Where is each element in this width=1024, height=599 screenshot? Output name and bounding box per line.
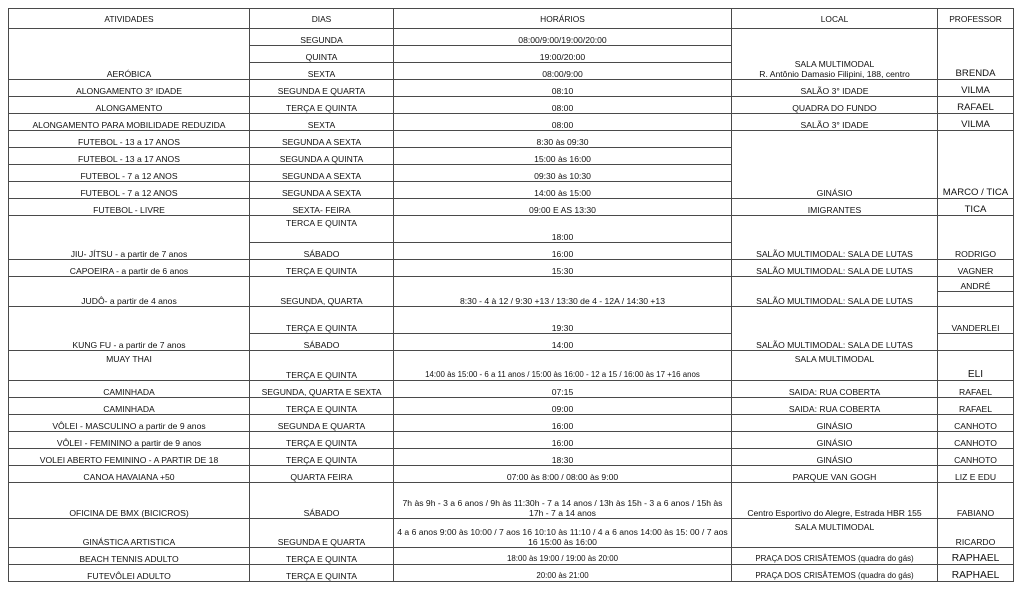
table-row	[9, 432, 1014, 449]
activity-cell: ALONGAMENTO	[9, 97, 250, 114]
table-row	[9, 351, 1014, 381]
days-cell: SÁBADO	[250, 243, 394, 260]
activity-cell: JIU- JÍTSU - a partir de 7 anos	[9, 216, 250, 260]
activity-cell: VÔLEI - FEMININO a partir de 9 anos	[9, 432, 250, 449]
table-row	[9, 29, 1014, 46]
teacher-cell-empty	[938, 292, 1014, 307]
table-row	[9, 398, 1014, 415]
location-line: SALA MULTIMODAL	[794, 59, 875, 69]
location-cell: GINÁSIO	[732, 131, 938, 199]
times-cell: 09:00	[394, 398, 732, 415]
teacher-cell: FABIANO	[938, 483, 1014, 519]
days-cell: SÁBADO	[250, 334, 394, 351]
times-cell: 08:00/9:00	[394, 63, 732, 80]
days-cell: SEGUNDA	[250, 29, 394, 46]
times-cell: 8:30 - 4 à 12 / 9:30 +13 / 13:30 de 4 - 12A / 14:30 +13	[394, 277, 732, 307]
times-cell: 18:00	[394, 216, 732, 243]
activity-cell: OFICINA DE BMX (BICICROS)	[9, 483, 250, 519]
teacher-cell: RAPHAEL	[938, 548, 1014, 565]
days-cell: SEGUNDA E QUARTA	[250, 80, 394, 97]
days-cell: SEGUNDA, QUARTA E SEXTA	[250, 381, 394, 398]
times-cell: 07:00 às 8:00 / 08:00 às 9:00	[394, 466, 732, 483]
teacher-cell: ELI	[938, 351, 1014, 381]
schedule-table	[8, 8, 1014, 582]
activity-cell: CAPOEIRA - a partir de 6 anos	[9, 260, 250, 277]
activity-cell: ALONGAMENTO PARA MOBILIDADE REDUZIDA	[9, 114, 250, 131]
times-cell: 08:00/9:00/19:00/20:00	[394, 29, 732, 46]
table-row	[9, 466, 1014, 483]
days-cell: TERÇA E QUINTA	[250, 398, 394, 415]
teacher-cell: ANDRÉ	[938, 277, 1014, 292]
teacher-cell: VANDERLEI	[938, 307, 1014, 334]
days-cell: TERÇA E QUINTA	[250, 432, 394, 449]
location-cell: SALÃO MULTIMODAL: SALA DE LUTAS	[732, 216, 938, 260]
times-cell: 15:00 às 16:00	[394, 148, 732, 165]
header-dias: DIAS	[250, 9, 394, 29]
location-cell: SALA MULTIMODAL	[732, 351, 938, 381]
times-cell: 4 a 6 anos 9:00 às 10:00 / 7 aos 16 10:10 às 11:10 / 4 a 6 anos 14:00 às 15: 00 / 7 aos 16 15:00 às 16:00	[394, 519, 732, 548]
days-cell: QUINTA	[250, 46, 394, 63]
location-cell: PARQUE VAN GOGH	[732, 466, 938, 483]
days-cell: TERÇA E QUINTA	[250, 307, 394, 334]
table-row	[9, 131, 1014, 148]
activity-cell: FUTEBOL - 13 a 17 ANOS	[9, 131, 250, 148]
activity-cell: VOLEI ABERTO FEMININO - A PARTIR DE 18	[9, 449, 250, 466]
location-cell: Centro Esportivo do Alegre, Estrada HBR 155	[732, 483, 938, 519]
table-row	[9, 97, 1014, 114]
days-cell: SEGUNDA A SEXTA	[250, 165, 394, 182]
teacher-cell: VILMA	[938, 114, 1014, 131]
table-row	[9, 307, 1014, 334]
table-row	[9, 80, 1014, 97]
table-row	[9, 381, 1014, 398]
days-cell: TERÇA E QUINTA	[250, 449, 394, 466]
location-cell: GINÁSIO	[732, 432, 938, 449]
days-cell: SEXTA	[250, 114, 394, 131]
times-cell: 08:00	[394, 114, 732, 131]
teacher-cell: RAPHAEL	[938, 565, 1014, 582]
days-cell: SEGUNDA A SEXTA	[250, 182, 394, 199]
header-row	[9, 9, 1014, 29]
days-cell: SEGUNDA A QUINTA	[250, 148, 394, 165]
location-cell: SALÃO 3° IDADE	[732, 114, 938, 131]
teacher-cell-empty	[938, 334, 1014, 351]
teacher-cell: VAGNER	[938, 260, 1014, 277]
location-cell: SALÃO MULTIMODAL: SALA DE LUTAS	[732, 277, 938, 307]
teacher-cell: CANHOTO	[938, 432, 1014, 449]
times-cell: 16:00	[394, 243, 732, 260]
activity-cell: CAMINHADA	[9, 381, 250, 398]
location-cell	[732, 29, 938, 80]
activity-cell: VÔLEI - MASCULINO a partir de 9 anos	[9, 415, 250, 432]
location-cell: PRAÇA DOS CRISÂTEMOS (quadra do gás)	[732, 548, 938, 565]
activity-cell: FUTEBOL - 13 a 17 ANOS	[9, 148, 250, 165]
location-cell: GINÁSIO	[732, 415, 938, 432]
times-cell: 16:00	[394, 415, 732, 432]
location-cell: SALA MULTIMODAL	[732, 519, 938, 548]
days-cell: TERÇA E QUINTA	[250, 97, 394, 114]
activity-cell: CAMINHADA	[9, 398, 250, 415]
activity-cell: FUTEBOL - 7 a 12 ANOS	[9, 182, 250, 199]
location-cell: SAIDA: RUA COBERTA	[732, 398, 938, 415]
times-cell: 18:30	[394, 449, 732, 466]
teacher-cell: RICARDO	[938, 519, 1014, 548]
teacher-cell: BRENDA	[938, 29, 1014, 80]
teacher-cell: VILMA	[938, 80, 1014, 97]
days-cell: SEXTA	[250, 63, 394, 80]
days-cell: SEGUNDA E QUARTA	[250, 519, 394, 548]
header-local: LOCAL	[732, 9, 938, 29]
teacher-cell: RODRIGO	[938, 216, 1014, 260]
table-row	[9, 548, 1014, 565]
days-cell: SEXTA- FEIRA	[250, 199, 394, 216]
times-cell: 08:00	[394, 97, 732, 114]
table-row	[9, 449, 1014, 466]
times-cell: 14:00	[394, 334, 732, 351]
activity-cell: GINÁSTICA ARTISTICA	[9, 519, 250, 548]
days-cell: TERCA E QUINTA	[250, 216, 394, 243]
days-cell: TERÇA E QUINTA	[250, 351, 394, 381]
location-cell: IMIGRANTES	[732, 199, 938, 216]
times-cell: 7h às 9h - 3 a 6 anos / 9h às 11:30h - 7 a 14 anos / 13h às 15h - 3 a 6 anos / 15h às 17h - 7 a 14 anos	[394, 483, 732, 519]
header-atividades: ATIVIDADES	[9, 9, 250, 29]
table-row	[9, 415, 1014, 432]
location-cell: GINÁSIO	[732, 449, 938, 466]
times-cell: 07:15	[394, 381, 732, 398]
times-cell: 19:30	[394, 307, 732, 334]
table-row	[9, 277, 1014, 292]
days-cell: QUARTA FEIRA	[250, 466, 394, 483]
times-cell: 14:00 às 15:00 - 6 a 11 anos / 15:00 às 16:00 - 12 a 15 / 16:00 às 17 +16 anos	[394, 351, 732, 381]
location-cell: SALÃO MULTIMODAL: SALA DE LUTAS	[732, 307, 938, 351]
activity-cell: FUTEBOL - 7 a 12 ANOS	[9, 165, 250, 182]
header-professor: PROFESSOR	[938, 9, 1014, 29]
table-row	[9, 216, 1014, 243]
location-cell: SAIDA: RUA COBERTA	[732, 381, 938, 398]
teacher-cell: MARCO / TICA	[938, 131, 1014, 199]
days-cell: SEGUNDA E QUARTA	[250, 415, 394, 432]
teacher-cell: RAFAEL	[938, 381, 1014, 398]
table-row	[9, 114, 1014, 131]
days-cell: TERÇA E QUINTA	[250, 548, 394, 565]
table-row	[9, 565, 1014, 582]
teacher-cell: CANHOTO	[938, 415, 1014, 432]
table-row	[9, 260, 1014, 277]
times-cell: 19:00/20:00	[394, 46, 732, 63]
times-cell: 08:10	[394, 80, 732, 97]
table-row	[9, 483, 1014, 519]
days-cell: TERÇA E QUINTA	[250, 260, 394, 277]
times-cell: 09:30 às 10:30	[394, 165, 732, 182]
teacher-cell: RAFAEL	[938, 398, 1014, 415]
times-cell: 16:00	[394, 432, 732, 449]
activity-cell: FUTEVÔLEI ADULTO	[9, 565, 250, 582]
teacher-cell: RAFAEL	[938, 97, 1014, 114]
activity-cell: FUTEBOL - LIVRE	[9, 199, 250, 216]
teacher-cell: TICA	[938, 199, 1014, 216]
days-cell: TERÇA E QUINTA	[250, 565, 394, 582]
times-cell: 14:00 às 15:00	[394, 182, 732, 199]
location-cell: SALÃO MULTIMODAL: SALA DE LUTAS	[732, 260, 938, 277]
times-cell: 09:00 E AS 13:30	[394, 199, 732, 216]
table-row	[9, 199, 1014, 216]
activity-cell: CANOA HAVAIANA +50	[9, 466, 250, 483]
location-cell: QUADRA DO FUNDO	[732, 97, 938, 114]
teacher-cell: LIZ E EDU	[938, 466, 1014, 483]
times-cell: 15:30	[394, 260, 732, 277]
activity-cell: ALONGAMENTO 3° IDADE	[9, 80, 250, 97]
location-cell: PRAÇA DOS CRISÂTEMOS (quadra do gás)	[732, 565, 938, 582]
location-line: R. Antônio Damasio Filipini, 188, centro	[759, 69, 910, 79]
teacher-cell: CANHOTO	[938, 449, 1014, 466]
times-cell: 20:00 às 21:00	[394, 565, 732, 582]
location-cell: SALÃO 3° IDADE	[732, 80, 938, 97]
activity-cell: KUNG FU - a partir de 7 anos	[9, 307, 250, 351]
activity-cell: MUAY THAI	[9, 351, 250, 381]
times-cell: 8:30 às 09:30	[394, 131, 732, 148]
table-row	[9, 519, 1014, 548]
days-cell: SEGUNDA, QUARTA	[250, 277, 394, 307]
activity-cell: BEACH TENNIS ADULTO	[9, 548, 250, 565]
days-cell: SEGUNDA A SEXTA	[250, 131, 394, 148]
times-cell: 18:00 às 19:00 / 19:00 às 20:00	[394, 548, 732, 565]
header-horarios: HORÁRIOS	[394, 9, 732, 29]
days-cell: SÁBADO	[250, 483, 394, 519]
activity-cell: JUDÔ- a partir de 4 anos	[9, 277, 250, 307]
activity-cell: AERÓBICA	[9, 29, 250, 80]
